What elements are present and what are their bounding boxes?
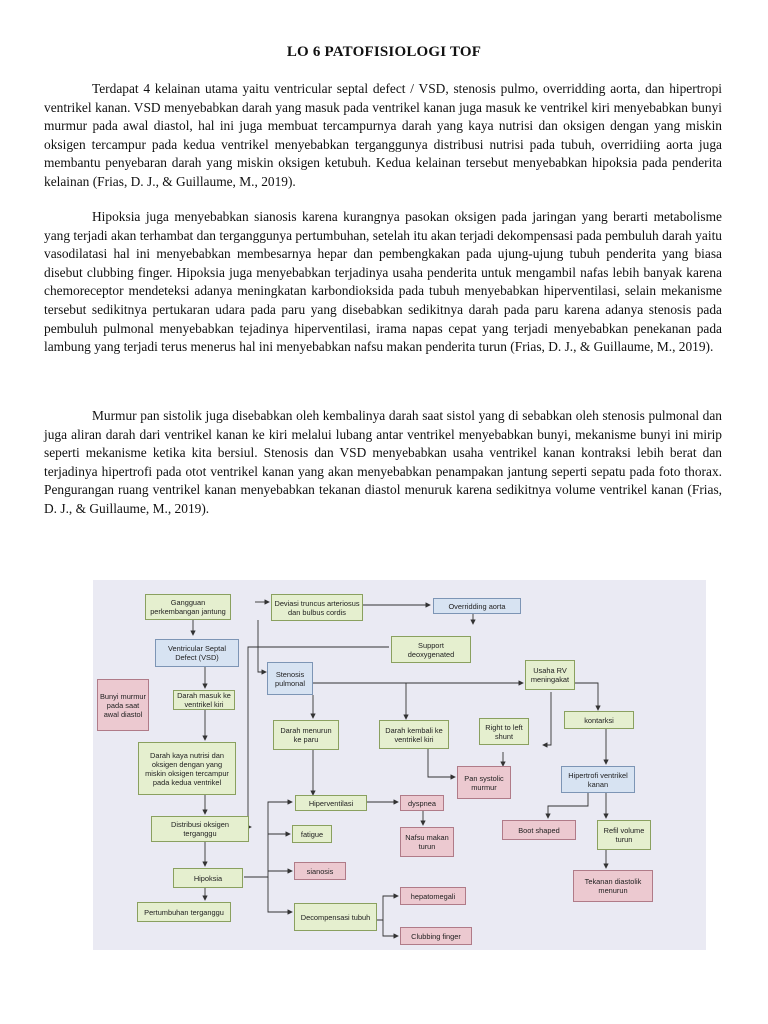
node-tekanan-diastolik: Tekanan diastolik menurun — [573, 870, 653, 902]
node-support: Support deoxygenated — [391, 636, 471, 663]
node-overriding: Overridding aorta — [433, 598, 521, 614]
paragraph-2: Hipoksia juga menyebabkan sianosis karena kurangnya pasokan oksigen pada jaringan yang berarti metabolisme yang terjadi akan terhambat dan terganggunya pertumbuhan, setelah itu akan terjadi dekompensasi pada pembuluh darah yaitu vasodilatasi hal ini menyebabkan membesarnya hepar dan pembengkakan pada ujung-ujung tubuh penderita yang biasa disebut clubbing finger. Hipoksia juga menyebabkan terjadinya usaha penderita untuk mengambil nafas lebih banyak karena chemoreceptor mendeteksi adanya meningkatan karbondioksida pada tubuh menyebabkan hiperventilasi, selain mekanisme tersebut sedikitnya pertukaran udara pada paru yang disebabkan sedikitnya darah pada paru karena adanya stenosis pada pembuluh pulmonal menyebabkan tejadinya hiperventilasi, irama napas cepat yang terjadi menyebabkan penekanan pada lambung yang terjadi terus menerus hal ini menyebabkan nafsu makan penderita turun (Frias, D. J., & Guillaume, M., 2019). — [44, 209, 722, 355]
node-darah-masuk: Darah masuk ke ventrikel kiri — [173, 690, 235, 710]
node-boot-shaped: Boot shaped — [502, 820, 576, 840]
node-fatigue: fatigue — [292, 825, 332, 843]
node-pan-systolic: Pan systolic murmur — [457, 766, 511, 799]
node-pertumbuhan: Pertumbuhan terganggu — [137, 902, 231, 922]
node-clubbing-finger: Clubbing finger — [400, 927, 472, 945]
node-right-left-shunt: Right to left shunt — [479, 718, 529, 745]
node-hepatomegali: hepatomegali — [400, 887, 466, 905]
paragraph-3: Murmur pan sistolik juga disebabkan oleh kembalinya darah saat sistol yang di sebabkan oleh stenosis pulmonal dan juga aliran darah dari ventrikel kanan ke kiri melalui lubang antar ventrikel menyebabkan bunyi, mekanisme bunyi ini mirip seperti mekanisme ketika kita bersiul. Stenosis dan VSD menyebabkan usaha ventrikel kanan kontraksi lebih berat dan terjadinya hipertrofi pada otot ventrikel kanan yang akan menyebabkan penampakan jantung seperti sepatu pada foto thorax. Pengurangan ruang ventrikel kanan menyebabkan tekanan diastol menuruk karena sedikitnya volume ventrikel kanan (Frias, D. J., & Guillaume, M., 2019). — [44, 408, 722, 516]
node-distribusi: Distribusi oksigen terganggu — [151, 816, 249, 842]
page-title: LO 6 PATOFISIOLOGI TOF — [286, 44, 482, 60]
node-vsd: Ventricular Septal Defect (VSD) — [155, 639, 239, 667]
node-nafsu-makan: Nafsu makan turun — [400, 827, 454, 857]
node-usaha-rv: Usaha RV meningakat — [525, 660, 575, 690]
node-stenosis: Stenosis pulmonal — [267, 662, 313, 695]
node-decompensasi: Decompensasi tubuh — [294, 903, 377, 931]
node-hipertrofi: Hipertrofi ventrikel kanan — [561, 766, 635, 793]
node-bunyi: Bunyi murmur pada saat awal diastol — [97, 679, 149, 731]
node-darah-kaya: Darah kaya nutrisi dan oksigen dengan yang miskin oksigen tercampur pada kedua ventrikel — [138, 742, 236, 795]
node-kontarksi: kontarksi — [564, 711, 634, 729]
node-darah-menurun: Darah menurun ke paru — [273, 720, 339, 750]
node-hipoksia: Hipoksia — [173, 868, 243, 888]
paragraph-1: Terdapat 4 kelainan utama yaitu ventricular septal defect / VSD, stenosis pulmo, overridding aorta, dan hipertropi ventrikel kanan. VSD menyebabkan darah yang masuk pada ventrikel kanan juga masuk ke ventrikel kiri menyebabkan bunyi murmur pada awal diastol, hal ini juga membuat tercampurnya darah yang kaya nutrisi dan oksigen dengan yang miskin oksigen tercampur pada kedua ventrikel menyebabkan terganggunya distribusi nutrisi pada tubuh, overridiing aorta juga membantu penyebaran darah yang miskin oksigen ketubuh. Kedua kelainan tersebut menyebabkan hipoksia pada penderita kelainan (Frias, D. J., & Guillaume, M., 2019). — [44, 81, 722, 189]
node-hiperventilasi: Hiperventilasi — [295, 795, 367, 811]
node-dyspnea: dyspnea — [400, 795, 444, 811]
node-sianosis: sianosis — [294, 862, 346, 880]
pathophysiology-flowchart — [93, 580, 706, 950]
node-gangguan: Gangguan perkembangan jantung — [145, 594, 231, 620]
node-darah-kembali: Darah kembali ke ventrikel kiri — [379, 720, 449, 749]
node-refil-volume: Refil volume turun — [597, 820, 651, 850]
node-deviasi: Deviasi truncus arteriosus dan bulbus cordis — [271, 594, 363, 621]
